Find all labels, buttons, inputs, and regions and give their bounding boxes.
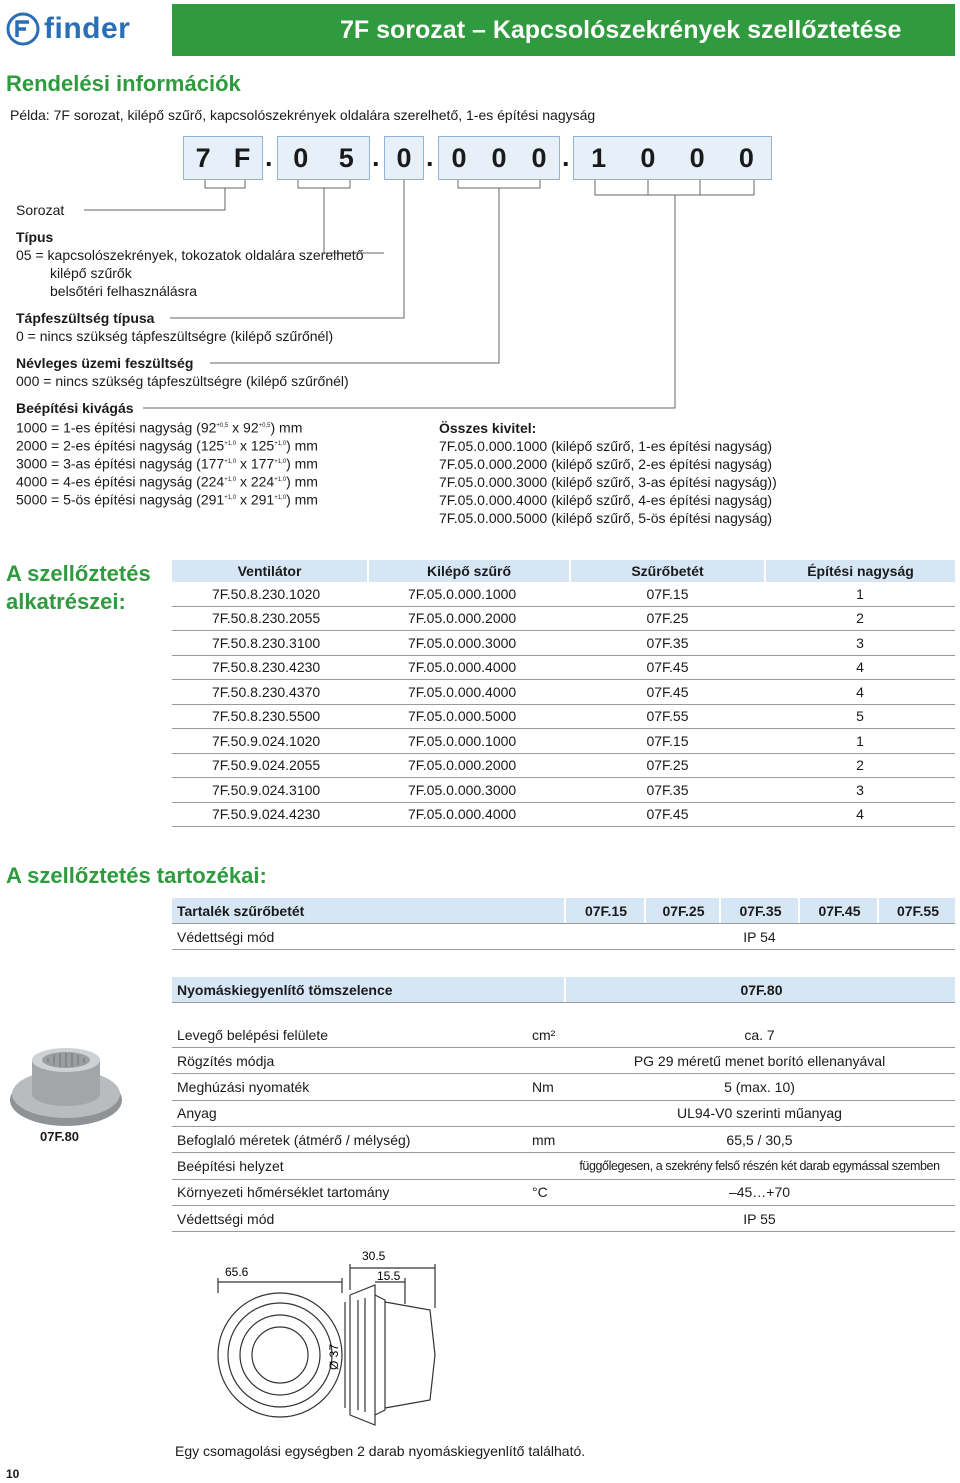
- table-cell: 7F.05.0.000.3000: [368, 631, 570, 656]
- table-row: [172, 753, 955, 778]
- spec-row: [172, 1206, 955, 1232]
- cutout-item: 4000 = 4-es építési nagyság ($224^{+1,0}$ x $224^{+1,0}$) mm: [16, 473, 318, 490]
- table-cell: 7F.05.0.000.3000: [368, 778, 570, 803]
- table-cell: 5: [765, 704, 955, 729]
- spec-label: Védettségi mód: [177, 1210, 275, 1227]
- filter-code: 07F.45: [798, 898, 879, 923]
- table-cell: 7F.05.0.000.1000: [368, 729, 570, 754]
- version-item: 7F.05.0.000.1000 (kilépő szűrő, 1-es építési nagyság): [439, 438, 773, 454]
- code-digit: 0: [491, 142, 507, 173]
- table-cell: 07F.25: [570, 753, 765, 778]
- table-cell: 7F.50.8.230.5500: [172, 704, 368, 729]
- column-header: Ventilátor: [172, 560, 368, 582]
- cutout-item: 5000 = 5-ös építési nagyság ($291^{+1,0}$ x $291^{+1,0}$) mm: [16, 491, 318, 508]
- product-caption: 07F.80: [40, 1129, 80, 1144]
- spec-label: Anyag: [177, 1105, 217, 1122]
- cutout-title: Beépítési kivágás: [16, 400, 134, 416]
- table-cell: 7F.50.9.024.3100: [172, 778, 368, 803]
- table-cell: 07F.45: [570, 680, 765, 705]
- page-number: 10: [6, 1467, 20, 1481]
- spec-value: ca. 7: [744, 1026, 775, 1043]
- spec-value: függőlegesen, a szekrény felső részén két darab egymással szemben: [579, 1159, 940, 1173]
- spec-label: Rögzítés módja: [177, 1052, 275, 1069]
- spec-row: [172, 1180, 955, 1206]
- filter-code: 07F.35: [719, 898, 800, 923]
- table-cell: 7F.50.8.230.1020: [172, 582, 368, 606]
- spec-label: Környezeti hőmérséklet tartomány: [177, 1184, 390, 1201]
- table-row: [172, 729, 955, 754]
- parts-heading-line-1: A szellőztetés: [6, 561, 151, 586]
- table-row: [172, 582, 955, 606]
- code-digit: 0: [293, 142, 309, 173]
- table-row: [172, 680, 955, 705]
- accessories-heading: A szellőztetés tartozékai:: [6, 863, 267, 888]
- filter-code: 07F.15: [564, 898, 646, 923]
- spec-unit: mm: [532, 1131, 556, 1148]
- code-digit: 5: [338, 142, 354, 173]
- dim-diameter-thread: Ø 37: [327, 1343, 341, 1370]
- gland-header-row: [172, 977, 955, 1003]
- table-cell: 7F.05.0.000.4000: [368, 655, 570, 680]
- filter-code: 07F.25: [644, 898, 721, 923]
- column-header: Építési nagyság: [765, 560, 955, 582]
- code-digit: 0: [738, 142, 754, 173]
- supply-title: Tápfeszültség típusa: [16, 310, 155, 326]
- parts-heading-line-2: alkatrészei:: [6, 589, 126, 614]
- table-cell: 3: [765, 631, 955, 656]
- table-cell: 07F.35: [570, 778, 765, 803]
- table-cell: 1: [765, 729, 955, 754]
- spec-row: [172, 1101, 955, 1127]
- code-digit: F: [233, 142, 251, 173]
- spec-row: [172, 1075, 955, 1101]
- supply-line-1: 0 = nincs szükség tápfeszültségre (kilépő szűrőnél): [16, 328, 334, 344]
- table-cell: 07F.15: [570, 582, 765, 606]
- page-title: 7F sorozat – Kapcsolószekrények szellőztetése: [172, 4, 955, 56]
- type-line-3: belsőtéri felhasználásra: [50, 283, 198, 299]
- spec-unit: cm²: [532, 1026, 556, 1043]
- packaging-note: Egy csomagolási egységben 2 darab nyomáskiegyenlítő található.: [175, 1443, 586, 1459]
- table-cell: 7F.50.8.230.4230: [172, 655, 368, 680]
- spec-label: Meghúzási nyomaték: [177, 1079, 310, 1096]
- spec-value: 65,5 / 30,5: [726, 1131, 793, 1148]
- table-cell: 07F.55: [570, 704, 765, 729]
- table-cell: 2: [765, 606, 955, 631]
- protection-label: Védettségi mód: [177, 928, 275, 945]
- table-cell: 07F.15: [570, 729, 765, 754]
- table-cell: 7F.05.0.000.4000: [368, 802, 570, 827]
- gland-technical-drawing: [170, 1240, 470, 1435]
- code-separator: .: [265, 142, 273, 172]
- table-cell: 4: [765, 655, 955, 680]
- code-digit: 7: [195, 142, 211, 173]
- filter-title: Tartalék szűrőbetét: [177, 902, 305, 919]
- dim-thread: 15.5: [377, 1269, 401, 1283]
- table-cell: 4: [765, 680, 955, 705]
- spec-row: [172, 1022, 955, 1048]
- table-row: [172, 606, 955, 631]
- type-line-1: 05 = kapcsolószekrények, tokozatok oldalára szerelhető: [16, 247, 364, 263]
- logo-text: finder: [44, 12, 131, 45]
- gland-title: Nyomáskiegyenlítő tömszelence: [177, 981, 393, 998]
- cutout-item: 1000 = 1-es építési nagyság ($92^{+0,5}$ x $92^{+0,5}$) mm: [16, 419, 303, 436]
- table-cell: 07F.45: [570, 802, 765, 827]
- table-cell: 07F.45: [570, 655, 765, 680]
- version-item: 7F.05.0.000.5000 (kilépő szűrő, 5-ös építési nagyság): [439, 510, 773, 526]
- parts-table: [172, 560, 955, 827]
- gland-code: 07F.80: [564, 977, 957, 1002]
- cutout-item: 2000 = 2-es építési nagyság ($125^{+1,0}$ x $125^{+1,0}$) mm: [16, 437, 318, 454]
- table-cell: 07F.25: [570, 606, 765, 631]
- parts-heading: [6, 560, 151, 616]
- version-item: 7F.05.0.000.2000 (kilépő szűrő, 2-es építési nagyság): [439, 456, 773, 472]
- table-cell: 1: [765, 582, 955, 606]
- protection-value: IP 54: [743, 928, 776, 945]
- table-cell: 7F.05.0.000.4000: [368, 680, 570, 705]
- dim-diameter-outer: 65.6: [225, 1265, 249, 1279]
- cutout-item: 3000 = 3-as építési nagyság ($177^{+1,0}$ x $177^{+1,0}$) mm: [16, 455, 318, 472]
- rated-voltage-title: Névleges üzemi feszültség: [16, 355, 194, 371]
- filter-protection-row: [172, 924, 955, 950]
- table-cell: 7F.05.0.000.1000: [368, 582, 570, 606]
- code-digit: 1: [591, 142, 607, 173]
- spec-value: –45…+70: [728, 1184, 791, 1201]
- table-cell: 7F.05.0.000.2000: [368, 753, 570, 778]
- version-item: 7F.05.0.000.3000 (kilépő szűrő, 3-as építési nagyság)): [439, 474, 777, 490]
- type-title: Típus: [16, 229, 54, 245]
- all-versions-title: Összes kivitel:: [439, 420, 537, 436]
- code-digit: 0: [451, 142, 467, 173]
- table-cell: 07F.35: [570, 631, 765, 656]
- code-digit: 0: [396, 142, 412, 173]
- code-separator: .: [562, 142, 570, 172]
- table-cell: 2: [765, 753, 955, 778]
- spec-unit: Nm: [532, 1079, 554, 1096]
- code-digit: 0: [640, 142, 656, 173]
- code-digit: 0: [689, 142, 705, 173]
- filter-header-row: [172, 898, 955, 924]
- spec-row: [172, 1154, 955, 1180]
- table-row: [172, 655, 955, 680]
- rated-voltage-line-1: 000 = nincs szükség tápfeszültségre (kilépő szűrőnél): [16, 373, 349, 389]
- spec-unit: °C: [532, 1184, 548, 1201]
- table-cell: 7F.50.8.230.4370: [172, 680, 368, 705]
- spec-value: UL94-V0 szerinti műanyag: [677, 1105, 842, 1122]
- series-label: Sorozat: [16, 202, 65, 218]
- spec-row: [172, 1048, 955, 1074]
- order-info-heading: Rendelési információk: [6, 71, 241, 96]
- table-row: [172, 778, 955, 803]
- table-cell: 7F.50.8.230.3100: [172, 631, 368, 656]
- table-row: [172, 704, 955, 729]
- order-example: Példa: 7F sorozat, kilépő szűrő, kapcsolószekrények oldalára szerelhető, 1-es építési nagyság: [10, 107, 596, 123]
- version-item: 7F.05.0.000.4000 (kilépő szűrő, 4-es építési nagyság): [439, 492, 773, 508]
- table-cell: 4: [765, 802, 955, 827]
- gland-product-image: [6, 1030, 131, 1130]
- table-cell: 7F.05.0.000.5000: [368, 704, 570, 729]
- dim-depth: 30.5: [362, 1249, 386, 1263]
- spec-label: Levegő belépési felülete: [177, 1026, 329, 1043]
- spec-value: 5 (max. 10): [724, 1079, 795, 1096]
- column-header: Szűrőbetét: [570, 560, 765, 582]
- spec-label: Beépítési helyzet: [177, 1158, 284, 1174]
- filter-code: 07F.55: [877, 898, 957, 923]
- table-cell: 7F.50.9.024.4230: [172, 802, 368, 827]
- spec-row: [172, 1127, 955, 1153]
- spec-label: Befoglaló méretek (átmérő / mélység): [177, 1131, 411, 1148]
- spec-value: PG 29 méretű menet borító ellenanyával: [633, 1052, 886, 1069]
- table-row: [172, 802, 955, 827]
- table-cell: 7F.50.8.230.2055: [172, 606, 368, 631]
- code-separator: .: [426, 142, 434, 172]
- table-cell: 3: [765, 778, 955, 803]
- column-header: Kilépő szűrő: [368, 560, 570, 582]
- table-cell: 7F.50.9.024.1020: [172, 729, 368, 754]
- table-header-row: [172, 560, 955, 582]
- table-cell: 7F.05.0.000.2000: [368, 606, 570, 631]
- code-digit: 0: [531, 142, 547, 173]
- type-line-2: kilépő szűrők: [50, 265, 132, 281]
- table-cell: 7F.50.9.024.2055: [172, 753, 368, 778]
- table-row: [172, 631, 955, 656]
- spec-value: IP 55: [743, 1210, 776, 1227]
- code-separator: .: [372, 142, 380, 172]
